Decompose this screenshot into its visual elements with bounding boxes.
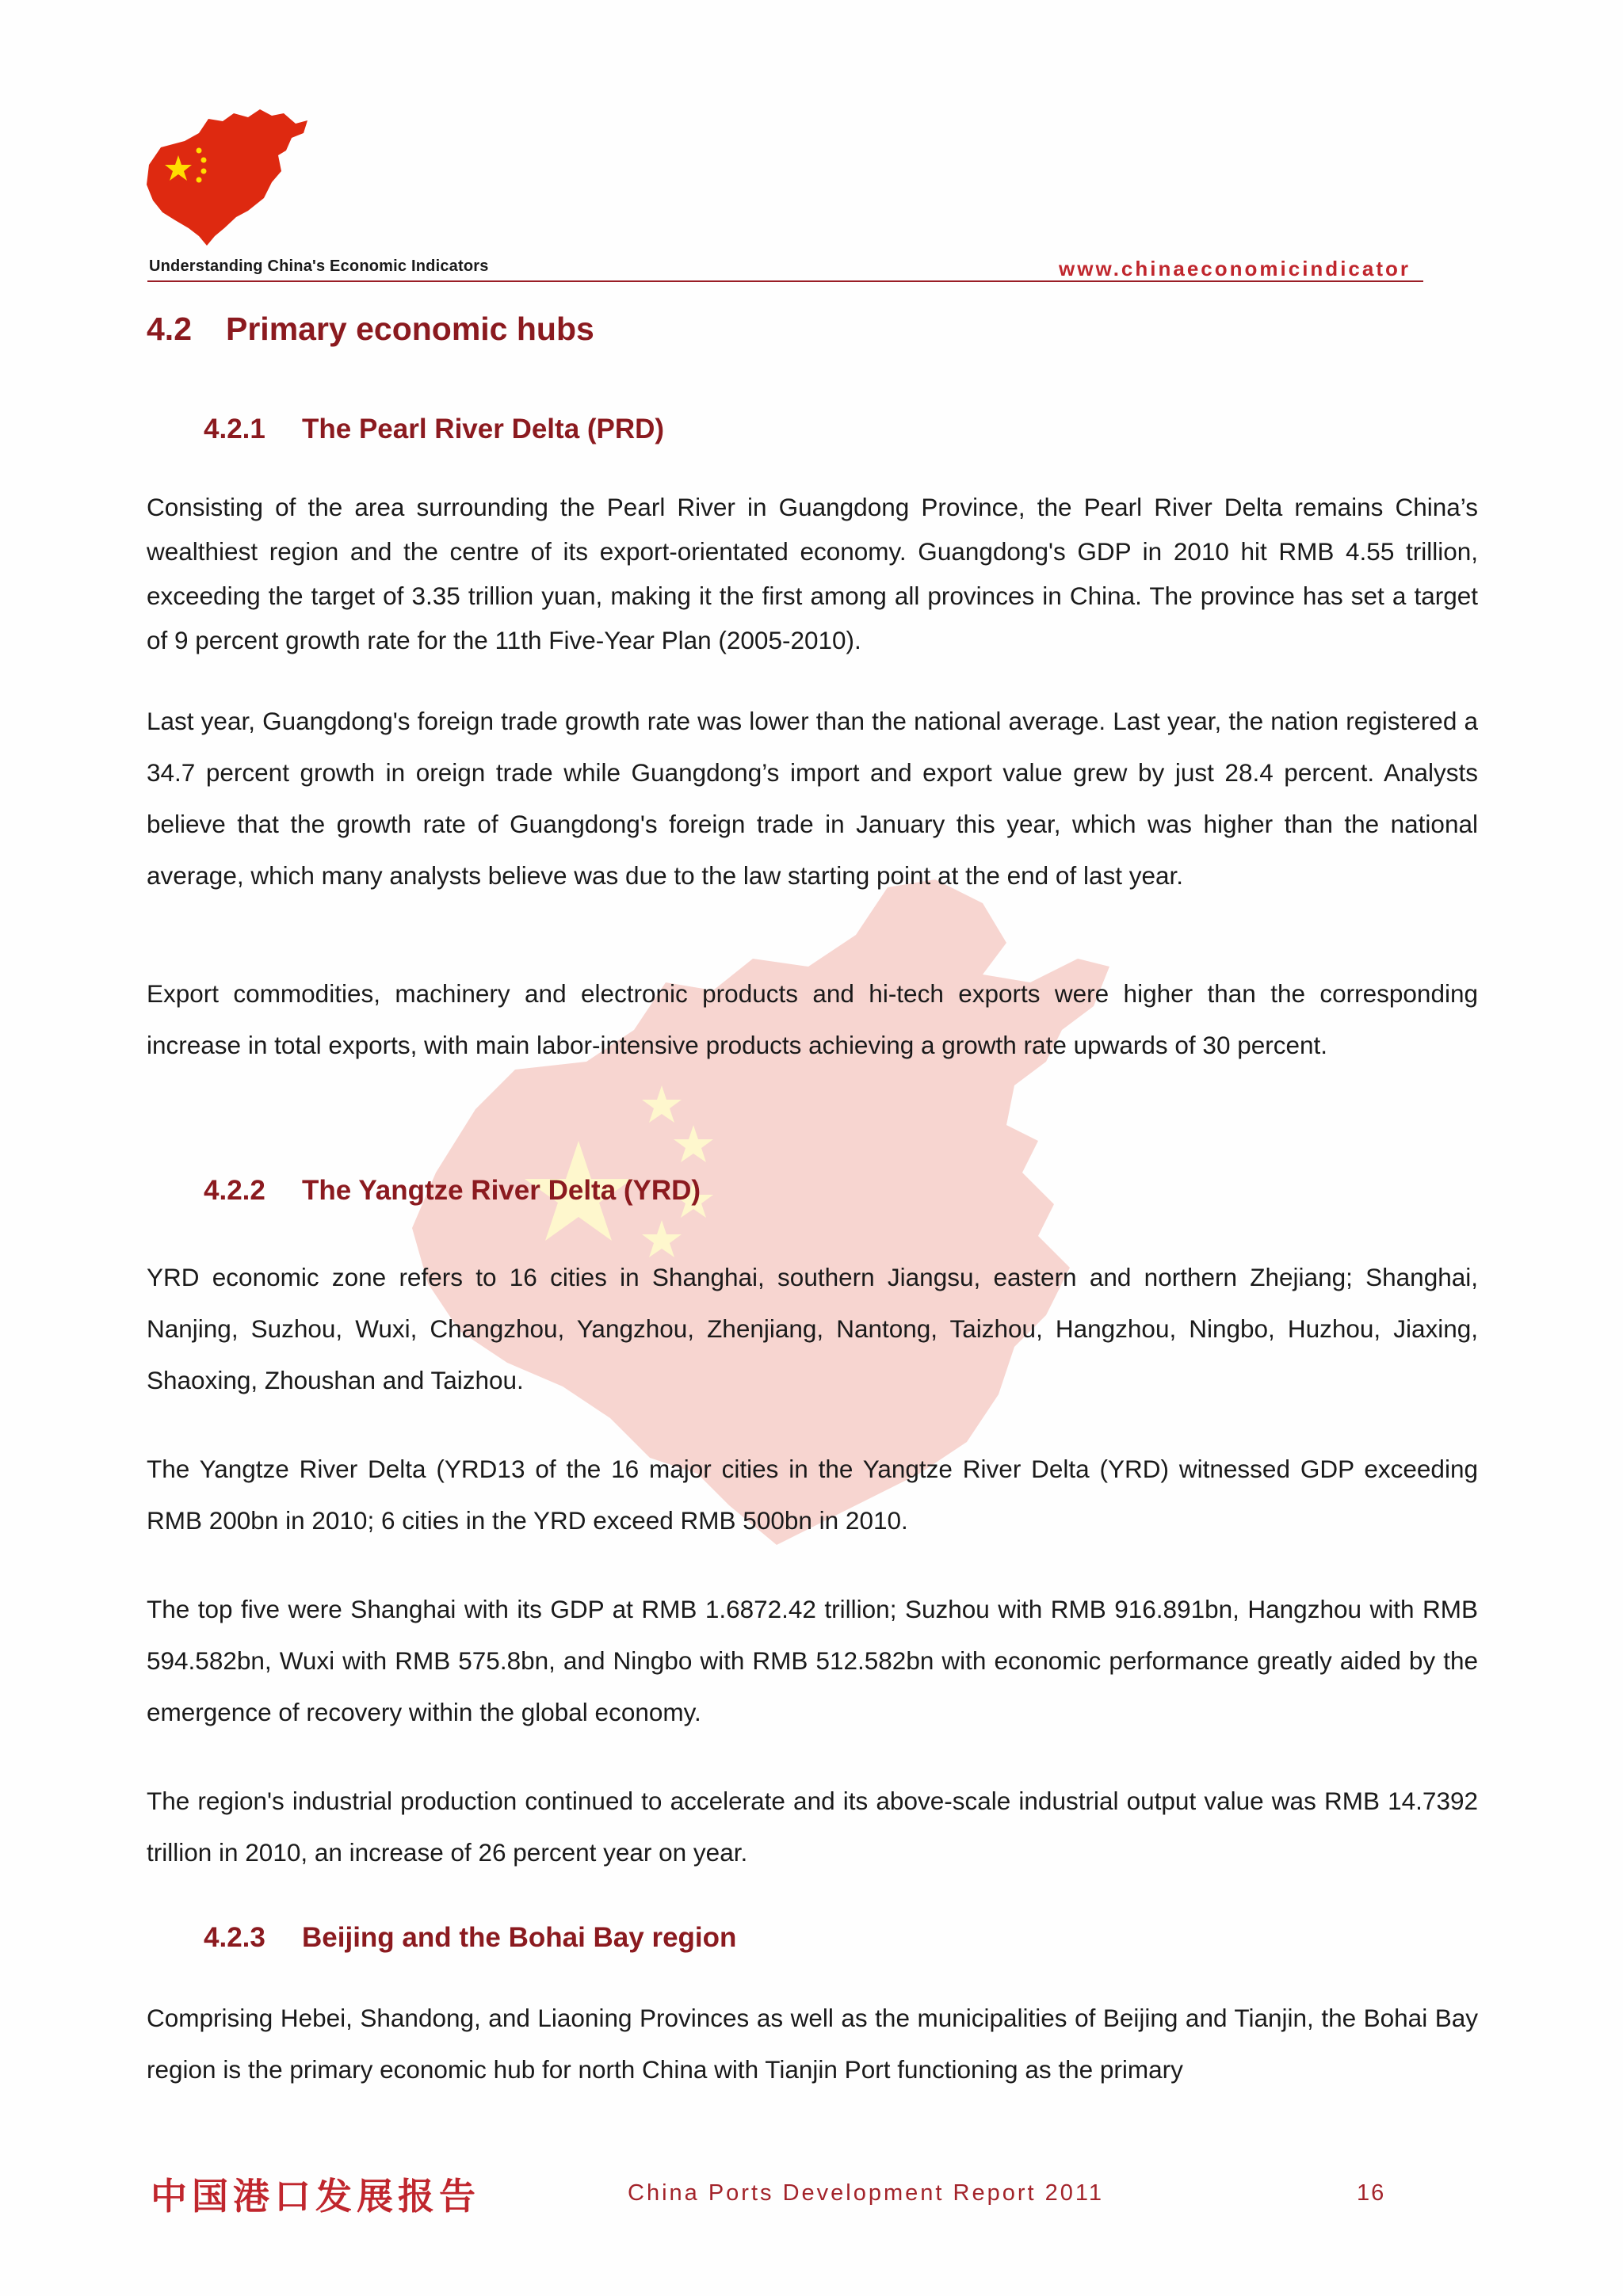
page-number: 16 xyxy=(1357,2180,1386,2206)
section-number: 4.2.3 xyxy=(204,1922,265,1953)
footer-chinese-title: 中国港口发展报告 xyxy=(151,2175,480,2218)
section-title: Primary economic hubs xyxy=(226,311,594,347)
section-title: The Pearl River Delta (PRD) xyxy=(302,414,665,444)
paragraph-prd-2: Last year, Guangdong's foreign trade growth rate was lower than the national average. Last year, the nation registered a 34.7 percent growth in oreign trade while Guangdong’s import and export value grew by just 28.4 percent. Analysts believe that the growth rate of Guangdong's foreign trade in January this year, which was higher than the national average, which many analysts believe was due to the law starting point at the end of last year. xyxy=(147,707,1478,890)
header-url-link[interactable]: www.chinaeconomicindicator xyxy=(1059,257,1411,280)
paragraph-yrd-2: The Yangtze River Delta (YRD13 of the 16 major cities in the Yangtze River Delta (YRD) witnessed GDP exceeding RMB 200bn in 2010; 6 cities in the YRD exceed RMB 500bn in 2010. xyxy=(147,1455,1478,1535)
paragraph-prd-3: Export commodities, machinery and electronic products and hi-tech exports were higher than the corresponding increase in total exports, with main labor-intensive products achieving a growth rate upwards of 30 percent. xyxy=(147,979,1478,1059)
china-map-logo-icon xyxy=(145,109,311,248)
paragraph-bohai-1: Comprising Hebei, Shandong, and Liaoning Provinces as well as the municipalities of Beijing and Tianjin, the Bohai Bay region is the primary economic hub for north China with Tianjin Port functioning as the primary xyxy=(147,2004,1478,2084)
header-divider xyxy=(147,280,1423,282)
paragraph-yrd-4: The region's industrial production continued to accelerate and its above-scale industrial output value was RMB 14.7392 trillion in 2010, an increase of 26 percent year on year. xyxy=(147,1787,1478,1867)
paragraph-yrd-1: YRD economic zone refers to 16 cities in Shanghai, southern Jiangsu, eastern and northern Zhejiang; Shanghai, Nanjing, Suzhou, Wuxi, Changzhou, Yangzhou, Zhenjiang, Nantong, Taizhou, Hangzhou, Ningbo, Huzhou, Jiaxing, Shaoxing, Zhoushan and Taizhou. xyxy=(147,1263,1478,1394)
section-heading-4-2 xyxy=(147,311,594,348)
section-title: Beijing and the Bohai Bay region xyxy=(302,1922,737,1953)
section-heading-4-2-3 xyxy=(204,1922,736,1954)
paragraph-yrd-3: The top five were Shanghai with its GDP at RMB 1.6872.42 trillion; Suzhou with RMB 916.891bn, Hangzhou with RMB 594.582bn, Wuxi with RMB 575.8bn, and Ningbo with RMB 512.582bn with economic performance greatly aided by the emergence of recovery within the global economy. xyxy=(147,1595,1478,1726)
section-heading-4-2-2 xyxy=(204,1175,701,1207)
paragraph-prd-1: Consisting of the area surrounding the Pearl River in Guangdong Province, the Pearl River Delta remains China’s wealthiest region and the centre of its export-orientated economy. Guangdong's GDP in 2010 hit RMB 4.55 trillion, exceeding the target of 3.35 trillion yuan, making it the first among all provinces in China. The province has set a target of 9 percent growth rate for the 11th Five-Year Plan (2005-2010). xyxy=(147,493,1478,654)
section-number: 4.2.1 xyxy=(204,414,265,444)
section-heading-4-2-1 xyxy=(204,414,664,445)
section-number: 4.2.2 xyxy=(204,1175,265,1206)
section-number: 4.2 xyxy=(147,311,192,347)
footer-report-title: China Ports Development Report 2011 xyxy=(628,2180,1104,2206)
section-title: The Yangtze River Delta (YRD) xyxy=(302,1175,701,1206)
header-tagline: Understanding China's Economic Indicators xyxy=(149,257,489,275)
